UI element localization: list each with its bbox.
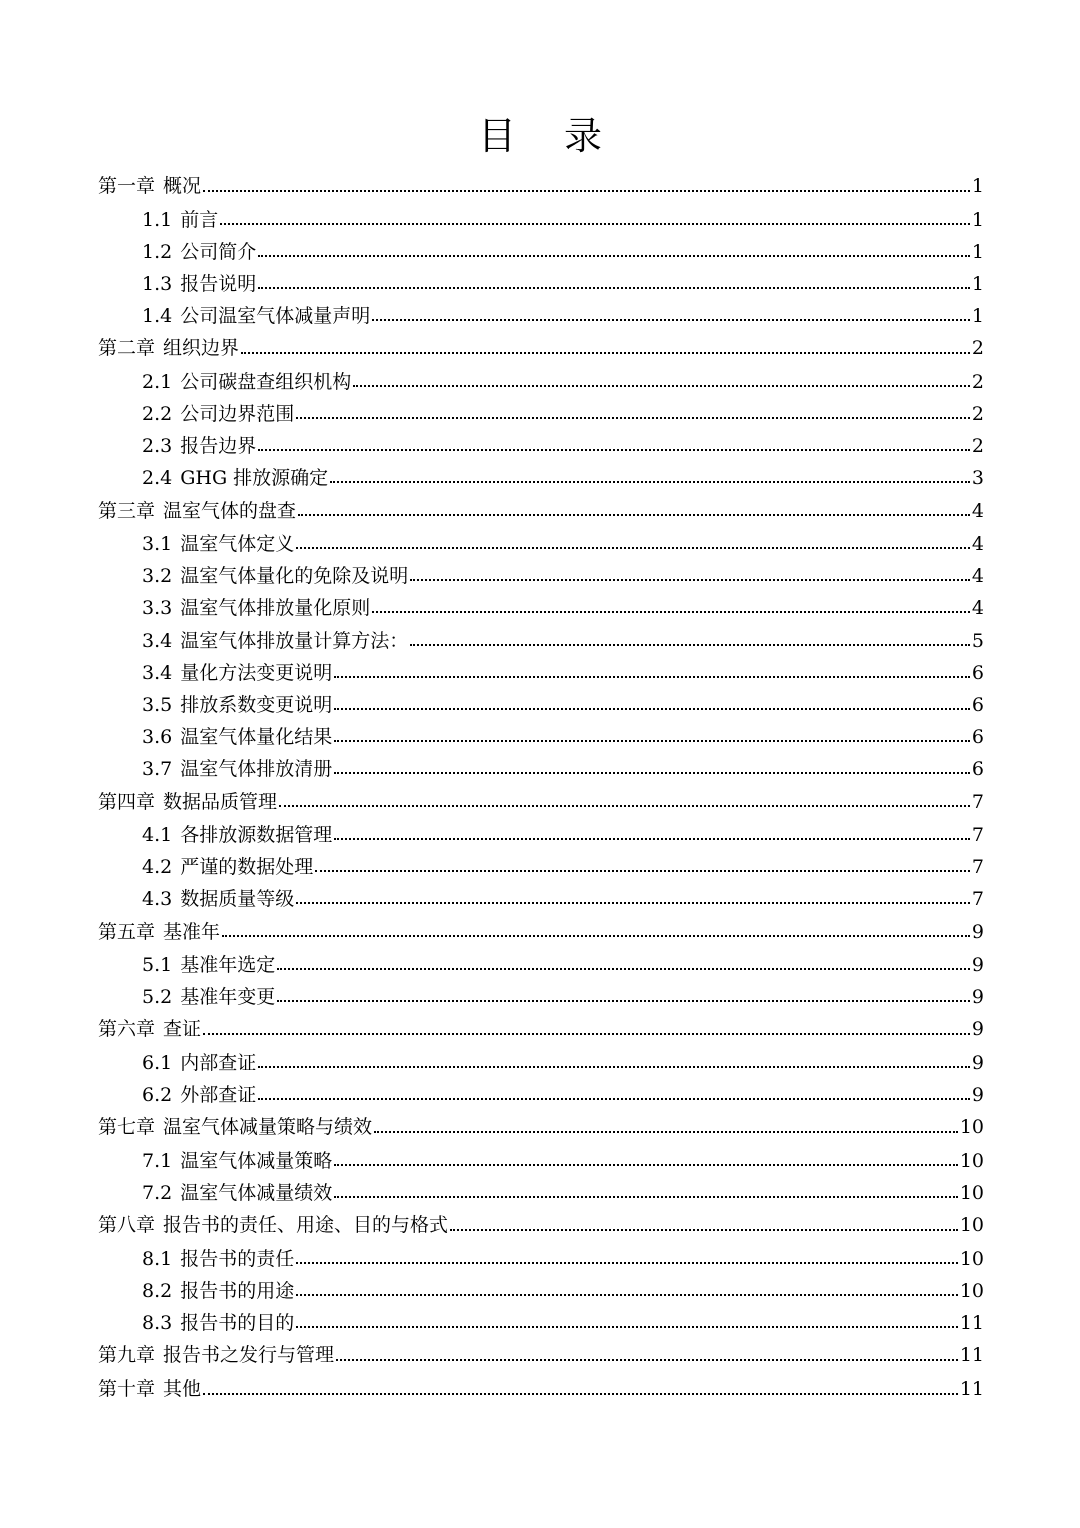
toc-entry-number: 8.2 xyxy=(142,1279,173,1302)
toc-page-number: 11 xyxy=(959,1344,984,1367)
toc-page-number: 10 xyxy=(959,1279,984,1302)
toc-entry-number: 第三章 xyxy=(98,499,156,522)
toc-entry-number: 3.4 xyxy=(142,629,173,652)
toc-entry-title: 基准年选定 xyxy=(180,954,276,977)
toc-page-number: 9 xyxy=(971,986,984,1009)
toc-entry-title: 外部查证 xyxy=(180,1084,257,1107)
toc-entry-title: 温室气体排放清册 xyxy=(180,758,333,781)
dot-leader xyxy=(334,708,970,710)
toc-page-number: 11 xyxy=(959,1312,984,1335)
toc-entry-title: 基准年变更 xyxy=(180,986,276,1009)
toc-section-entry[interactable] xyxy=(98,625,984,657)
toc-entry-number: 第九章 xyxy=(98,1344,156,1367)
toc-page-number: 6 xyxy=(971,758,984,781)
toc-entry-title: 公司温室气体减量声明 xyxy=(180,305,371,328)
toc-entry-title: 温室气体减量策略与绩效 xyxy=(163,1116,373,1139)
toc-entry-title: 各排放源数据管理 xyxy=(180,824,333,846)
toc-entry-number: 3.6 xyxy=(142,726,173,749)
toc-page-number: 4 xyxy=(971,499,984,522)
toc-chapter-entry[interactable] xyxy=(98,916,984,950)
toc-chapter-entry[interactable] xyxy=(98,786,984,820)
toc-entry-title: 数据质量等级 xyxy=(180,888,295,911)
toc-page-number: 9 xyxy=(971,1051,984,1074)
toc-section-entry[interactable] xyxy=(98,819,984,851)
toc-entry-number: 1.1 xyxy=(142,208,173,231)
toc-section-entry[interactable] xyxy=(98,1275,984,1307)
toc-entry-number: 1.2 xyxy=(142,240,173,263)
toc-section-entry[interactable] xyxy=(98,236,984,268)
toc-page-number: 2 xyxy=(971,435,984,458)
dot-leader xyxy=(296,1262,958,1264)
toc-section-entry[interactable] xyxy=(98,851,984,883)
toc-page-number: 3 xyxy=(971,467,984,490)
toc-entry-number: 第五章 xyxy=(98,920,156,943)
toc-chapter-entry[interactable] xyxy=(98,332,984,366)
toc-entry-title: 温室气体量化结果 xyxy=(180,726,333,749)
toc-entry-title: 组织边界 xyxy=(163,337,240,360)
toc-entry-number: 3.1 xyxy=(142,533,173,555)
toc-page-number: 9 xyxy=(971,920,984,943)
dot-leader xyxy=(334,676,970,678)
toc-entry-title: 量化方法变更说明 xyxy=(180,661,333,684)
dot-leader xyxy=(330,481,970,483)
dot-leader xyxy=(258,255,970,257)
toc-section-entry[interactable] xyxy=(98,981,984,1013)
toc-entry-number: 第四章 xyxy=(98,790,156,813)
dot-leader xyxy=(258,287,970,289)
toc-entry-title: 温室气体减量绩效 xyxy=(180,1182,333,1204)
toc-entry-title: 基准年 xyxy=(163,920,221,943)
toc-entry-number: 第七章 xyxy=(98,1116,156,1139)
toc-entry-title: 排放系数变更说明 xyxy=(180,693,333,716)
toc-section-entry[interactable] xyxy=(98,753,984,785)
dot-leader xyxy=(277,1000,970,1002)
toc-page-number: 6 xyxy=(971,693,984,716)
toc-section-entry[interactable] xyxy=(98,398,984,430)
toc-entry-number: 3.4 xyxy=(142,661,173,684)
toc-entry-number: 第一章 xyxy=(98,175,156,197)
toc-chapter-entry[interactable] xyxy=(98,1209,984,1243)
toc-entry-title: 报告说明 xyxy=(180,272,257,295)
toc-entry-number: 2.3 xyxy=(142,435,173,458)
toc-chapter-entry[interactable] xyxy=(98,170,984,204)
dot-leader xyxy=(296,417,970,419)
toc-entry-number: 1.3 xyxy=(142,272,173,295)
dot-leader xyxy=(410,579,970,581)
toc-entry-title: 温室气体的盘查 xyxy=(163,499,297,522)
toc-entry-number: 4.2 xyxy=(142,856,173,879)
toc-entry-title: 报告书的责任、用途、目的与格式 xyxy=(163,1214,449,1237)
dot-leader xyxy=(203,1033,970,1035)
toc-entry-title: 报告书的目的 xyxy=(180,1312,295,1335)
toc-page-number: 7 xyxy=(971,888,984,911)
dot-leader xyxy=(298,514,970,516)
dot-leader xyxy=(336,1359,958,1361)
toc-entry-title: 严谨的数据处理 xyxy=(180,856,314,879)
dot-leader xyxy=(315,870,970,872)
toc-page-number: 1 xyxy=(971,305,984,328)
toc-section-entry[interactable] xyxy=(98,462,984,494)
page-title: 目 录 xyxy=(477,114,621,158)
toc-section-entry[interactable] xyxy=(98,883,984,915)
toc-entry-title: 报告书的责任 xyxy=(180,1247,295,1270)
toc-section-entry[interactable] xyxy=(98,657,984,689)
toc-entry-title: 公司边界范围 xyxy=(180,402,295,425)
dot-leader xyxy=(258,1098,970,1100)
toc-entry-number: 3.2 xyxy=(142,565,173,588)
toc-section-entry[interactable] xyxy=(98,1307,984,1339)
toc-page-number: 2 xyxy=(971,370,984,393)
toc-entry-number: 8.1 xyxy=(142,1247,173,1270)
toc-page-number: 9 xyxy=(971,1018,984,1041)
dot-leader xyxy=(258,449,970,451)
toc-section-entry[interactable] xyxy=(98,1047,984,1079)
toc-entry-title: 公司碳盘查组织机构 xyxy=(180,370,352,393)
toc-entry-title: 数据品质管理 xyxy=(163,790,278,813)
dot-leader xyxy=(410,644,970,646)
toc-section-entry[interactable] xyxy=(98,1079,984,1111)
toc-page-number: 2 xyxy=(971,402,984,425)
dot-leader xyxy=(334,740,970,742)
toc-page-number: 2 xyxy=(971,337,984,360)
toc-page-number: 4 xyxy=(971,533,984,555)
toc-page-number: 9 xyxy=(971,1084,984,1107)
toc-section-entry[interactable] xyxy=(98,366,984,398)
toc-page-number: 1 xyxy=(971,240,984,263)
toc-section-entry[interactable] xyxy=(98,592,984,624)
toc-chapter-entry[interactable] xyxy=(98,1373,984,1407)
toc-entry-number: 2.1 xyxy=(142,370,173,393)
toc-entry-title: 报告边界 xyxy=(180,435,257,458)
dot-leader xyxy=(372,319,970,321)
dot-leader xyxy=(334,772,970,774)
toc-section-entry[interactable] xyxy=(98,204,984,236)
toc-entry-number: 第十章 xyxy=(98,1377,156,1400)
dot-leader xyxy=(374,1131,958,1133)
toc-entry-title: 前言 xyxy=(180,208,219,231)
toc-page-number: 7 xyxy=(971,824,984,846)
toc-entry-number: 3.7 xyxy=(142,758,173,781)
dot-leader xyxy=(372,611,970,613)
toc-entry-number: 第八章 xyxy=(98,1214,156,1237)
toc-chapter-entry[interactable] xyxy=(98,1339,984,1373)
dot-leader xyxy=(296,1294,958,1296)
toc-entry-title: 温室气体量化的免除及说明 xyxy=(180,565,409,588)
toc-entry-title: 温室气体排放量计算方法： xyxy=(180,629,409,652)
dot-leader xyxy=(296,547,970,549)
toc-entry-number: 5.1 xyxy=(142,954,173,977)
toc-page-number: 10 xyxy=(959,1116,984,1139)
toc-section-entry[interactable] xyxy=(98,1243,984,1275)
toc-entry-title: 内部查证 xyxy=(180,1051,257,1074)
toc-entry-title: 报告书之发行与管理 xyxy=(163,1344,335,1367)
toc-page-number: 1 xyxy=(971,272,984,295)
dot-leader xyxy=(334,1196,958,1198)
dot-leader xyxy=(222,935,970,937)
toc-entry-number: 1.4 xyxy=(142,305,173,328)
toc-section-entry[interactable] xyxy=(98,430,984,462)
toc-entry-number: 第二章 xyxy=(98,337,156,360)
toc-entry-number: 7.1 xyxy=(142,1149,173,1172)
dot-leader xyxy=(334,1164,958,1166)
dot-leader xyxy=(258,1066,970,1068)
toc-page-number: 10 xyxy=(959,1214,984,1237)
toc-entry-number: 5.2 xyxy=(142,986,173,1009)
toc-entry-number: 4.1 xyxy=(142,824,173,846)
toc-page-number: 1 xyxy=(971,175,984,197)
toc-entry-title: 其他 xyxy=(163,1377,202,1400)
toc-entry-number: 3.3 xyxy=(142,597,173,620)
dot-leader xyxy=(353,385,970,387)
toc-chapter-entry[interactable] xyxy=(98,495,984,529)
toc-page-number: 4 xyxy=(971,597,984,620)
dot-leader xyxy=(277,968,970,970)
toc-section-entry[interactable] xyxy=(98,1177,984,1209)
dot-leader xyxy=(241,352,970,354)
dot-leader xyxy=(279,805,970,807)
dot-leader xyxy=(220,223,970,225)
toc-entry-title: GHG 排放源确定 xyxy=(180,467,329,490)
toc-section-entry[interactable] xyxy=(98,949,984,981)
toc-chapter-entry[interactable] xyxy=(98,1013,984,1047)
toc-entry-title: 温室气体排放量化原则 xyxy=(180,597,371,620)
toc-page-number: 10 xyxy=(959,1247,984,1270)
toc-entry-number: 6.1 xyxy=(142,1051,173,1074)
toc-chapter-entry[interactable] xyxy=(98,1111,984,1145)
toc-page-number: 9 xyxy=(971,954,984,977)
toc-section-entry[interactable] xyxy=(98,560,984,592)
table-of-contents xyxy=(98,170,984,1406)
dot-leader xyxy=(450,1229,958,1231)
toc-page-number: 6 xyxy=(971,661,984,684)
toc-section-entry[interactable] xyxy=(98,528,984,560)
toc-page-number: 7 xyxy=(971,856,984,879)
toc-section-entry[interactable] xyxy=(98,300,984,332)
toc-page-number: 10 xyxy=(959,1182,984,1204)
dot-leader xyxy=(296,902,970,904)
toc-entry-number: 2.4 xyxy=(142,467,173,490)
toc-entry-number: 4.3 xyxy=(142,888,173,911)
toc-entry-title: 报告书的用途 xyxy=(180,1279,295,1302)
toc-entry-number: 8.3 xyxy=(142,1312,173,1335)
toc-entry-title: 温室气体减量策略 xyxy=(180,1149,333,1172)
toc-entry-number: 6.2 xyxy=(142,1084,173,1107)
toc-entry-number: 第六章 xyxy=(98,1018,156,1041)
toc-section-entry[interactable] xyxy=(98,1145,984,1177)
toc-page-number: 1 xyxy=(971,208,984,231)
toc-section-entry[interactable] xyxy=(98,268,984,300)
toc-section-entry[interactable] xyxy=(98,721,984,753)
toc-entry-title: 公司简介 xyxy=(180,240,257,263)
toc-entry-number: 3.5 xyxy=(142,693,173,716)
dot-leader xyxy=(334,838,970,840)
toc-entry-title: 查证 xyxy=(163,1018,202,1041)
toc-page-number: 4 xyxy=(971,565,984,588)
toc-page-number: 6 xyxy=(971,726,984,749)
toc-page-number: 5 xyxy=(971,629,984,652)
dot-leader xyxy=(203,1393,958,1395)
dot-leader xyxy=(203,190,970,192)
toc-section-entry[interactable] xyxy=(98,689,984,721)
toc-entry-title: 温室气体定义 xyxy=(180,533,295,555)
dot-leader xyxy=(296,1326,958,1328)
toc-page-number: 11 xyxy=(959,1377,984,1400)
toc-entry-title: 概况 xyxy=(163,175,202,197)
toc-entry-number: 2.2 xyxy=(142,402,173,425)
toc-entry-number: 7.2 xyxy=(142,1182,173,1204)
toc-page-number: 7 xyxy=(971,790,984,813)
toc-page-number: 10 xyxy=(959,1149,984,1172)
